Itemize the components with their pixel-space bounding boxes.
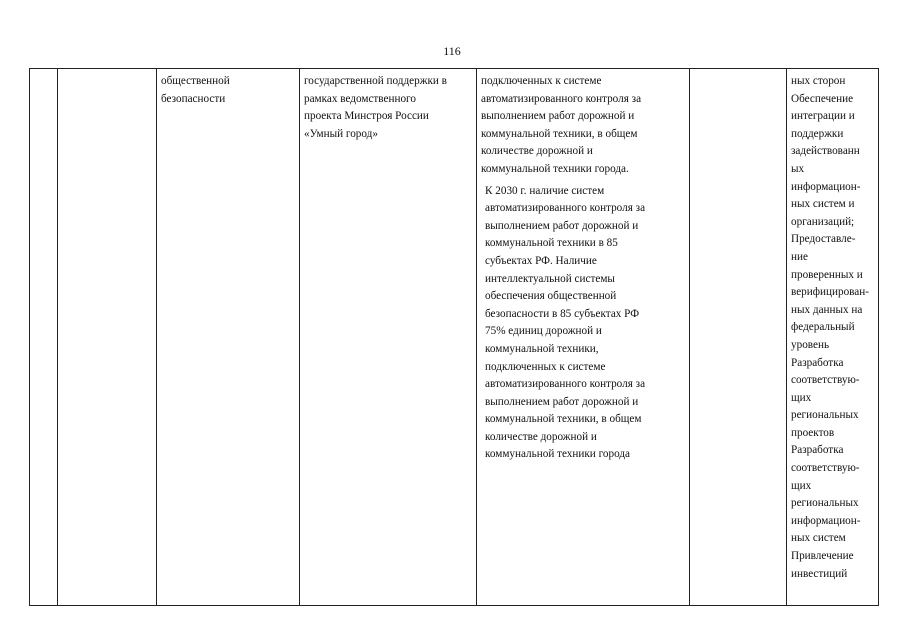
text-line: автоматизированного контроля за xyxy=(485,202,646,215)
text-line: «Умный город» xyxy=(304,127,378,140)
text-line: безопасности xyxy=(161,92,226,105)
text-line: ных сторон xyxy=(791,75,846,87)
text-line: количестве дорожной и xyxy=(481,145,593,158)
text-line: общественной xyxy=(161,75,230,87)
text-line: безопасности в 85 субъектах РФ xyxy=(485,307,640,320)
text-line: Разработка xyxy=(791,356,844,369)
text-line: проектов xyxy=(791,426,835,439)
text-line: Разработка xyxy=(791,444,844,457)
text-line: количестве дорожной и xyxy=(485,430,597,443)
text-line: автоматизированного контроля за xyxy=(485,378,646,391)
text-line: подключенных к системе xyxy=(481,75,602,87)
text-line: коммунальной техники в 85 xyxy=(485,237,618,250)
cell-measures xyxy=(787,69,879,606)
text-line: коммунальной техники города. xyxy=(481,162,629,175)
cell-deadline xyxy=(690,69,787,606)
text-line: государственной поддержки в xyxy=(304,75,447,87)
cell-indicators xyxy=(477,69,690,606)
text-line: выполнением работ дорожной и xyxy=(485,219,639,232)
text-line: Обеспечение xyxy=(791,92,854,105)
document-table xyxy=(29,68,879,606)
indicators-paragraph-1 xyxy=(481,73,686,179)
text-line: коммунальной техники, xyxy=(485,342,599,355)
text-line: федеральный xyxy=(791,321,855,334)
text-line: соответствую- xyxy=(791,374,860,387)
text-line: организаций; xyxy=(791,215,855,228)
text-line: поддержки xyxy=(791,127,844,140)
cell-name xyxy=(58,69,157,606)
text-line: информацион- xyxy=(791,180,861,193)
text-line: информацион- xyxy=(791,514,861,527)
text-line: проверенных и xyxy=(791,268,863,281)
text-line: щих xyxy=(791,391,812,404)
text-line: ние xyxy=(791,250,808,263)
text-line: выполнением работ дорожной и xyxy=(481,110,635,123)
text-line: коммунальной техники города xyxy=(485,448,631,461)
text-line: проекта Минстроя России xyxy=(304,110,429,123)
text-line: уровень xyxy=(791,338,830,351)
page-number: 116 xyxy=(443,44,461,58)
text-line: региональных xyxy=(791,497,859,510)
text-line: щих xyxy=(791,479,812,492)
source-text xyxy=(304,73,473,143)
text-line: интеграции и xyxy=(791,110,855,123)
text-line: рамках ведомственного xyxy=(304,92,416,105)
cell-source xyxy=(300,69,477,606)
text-line: субъектах РФ. Наличие xyxy=(485,254,597,267)
text-line: обеспечения общественной xyxy=(485,290,617,303)
text-line: региональных xyxy=(791,409,859,422)
text-line: соответствую- xyxy=(791,462,860,475)
text-line: Привлечение xyxy=(791,550,854,563)
text-line: интеллектуальной системы xyxy=(485,272,615,285)
text-line: Предоставле- xyxy=(791,233,856,246)
text-line: ных данных на xyxy=(791,303,863,316)
text-line: задействованн xyxy=(791,145,860,158)
cell-number xyxy=(30,69,58,606)
text-line: верифицирован- xyxy=(791,286,869,299)
text-line: ных систем xyxy=(791,532,846,545)
goal-text xyxy=(161,73,296,108)
measures-text xyxy=(791,73,875,583)
text-line: автоматизированного контроля за xyxy=(481,92,642,105)
text-line: коммунальной техники, в общем xyxy=(485,413,642,426)
text-line: подключенных к системе xyxy=(485,360,606,373)
indicators-paragraph-2 xyxy=(481,183,686,465)
text-line: выполнением работ дорожной и xyxy=(485,395,639,408)
cell-goal xyxy=(157,69,300,606)
text-line: ных систем и xyxy=(791,198,855,211)
text-line: коммунальной техники, в общем xyxy=(481,127,638,140)
text-line: К 2030 г. наличие систем xyxy=(485,184,605,197)
text-line: ых xyxy=(791,162,805,175)
text-line: инвестиций xyxy=(791,567,848,580)
text-line: 75% единиц дорожной и xyxy=(485,325,602,338)
table-row xyxy=(30,69,879,606)
